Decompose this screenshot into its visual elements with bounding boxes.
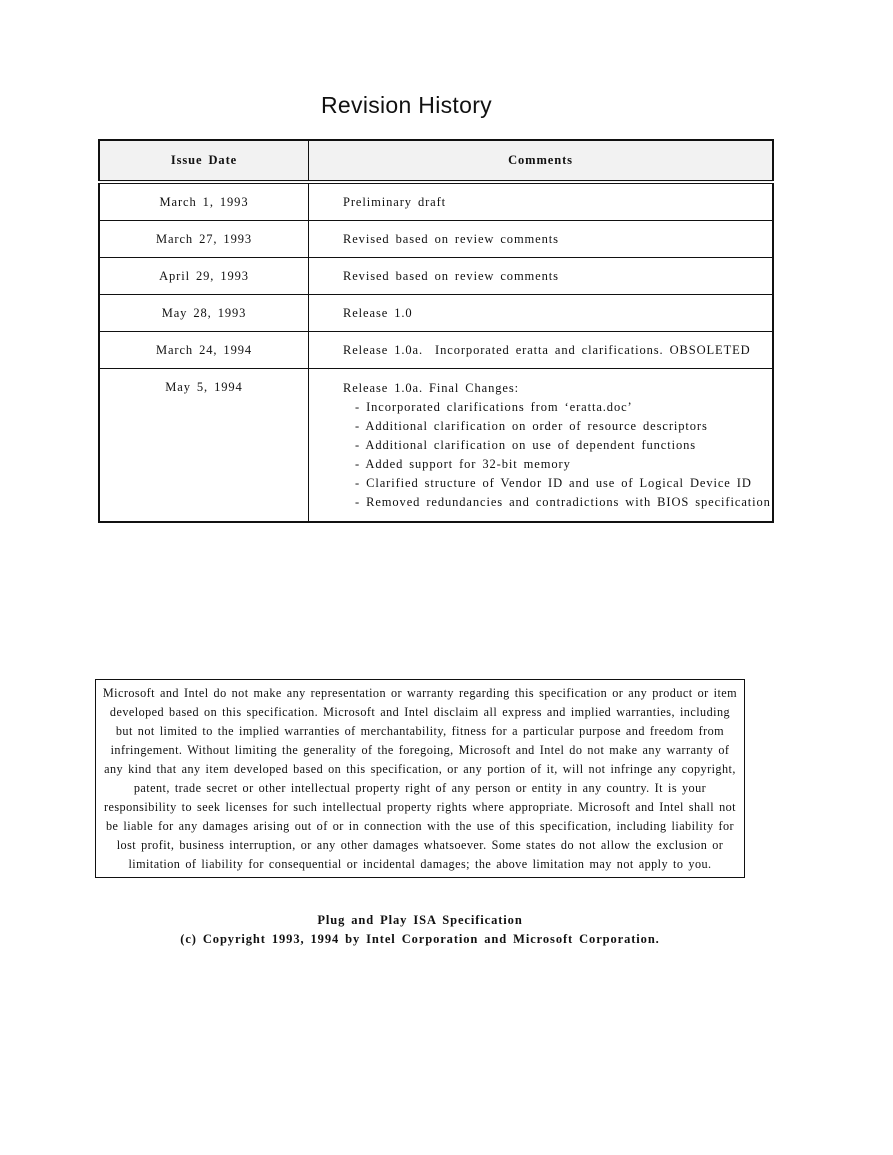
revision-history-table [98, 139, 774, 523]
issue-date-cell: May 28, 1993 [99, 295, 309, 332]
issue-date-cell: March 1, 1993 [99, 182, 309, 221]
legal-disclaimer: Microsoft and Intel do not make any representation or warranty regarding this specification or any product or item developed based on this specification. Microsoft and Intel disclaim all express and implied warranties, including but not limited to the implied warranties of merchantability, fitness for a particular purpose and freedom from infringement. Without limiting the generality of the foregoing, Microsoft and Intel do not make any warranty of any kind that any item developed based on this specification, or any portion of it, will not infringe any copyright, patent, trade secret or other intellectual property right of any person or entity in any country. It is your responsibility to seek licenses for such intellectual property rights where appropriate. Microsoft and Intel shall not be liable for any damages arising out of or in connection with the use of this specification, including liability for lost profit, business interruption, or any other damages whatsoever. Some states do not allow the exclusion or limitation of liability for consequential or incidental damages; the above limitation may not apply to you. [95, 679, 745, 878]
comment-cell: Release 1.0a. Incorporated eratta and clarifications. OBSOLETED [309, 332, 774, 369]
table-row [99, 332, 773, 369]
page-title: Revision History [321, 92, 492, 118]
comment-cell: Revised based on review comments [309, 258, 774, 295]
table-row [99, 258, 773, 295]
list-item: - Additional clarification on use of dependent functions [355, 438, 697, 452]
final-release-heading: Release 1.0a. Final Changes: [343, 381, 519, 395]
comments-header: Comments [309, 140, 774, 182]
issue-date-cell: May 5, 1994 [99, 369, 309, 523]
table-row [99, 295, 773, 332]
list-item: - Removed redundancies and contradictions with BIOS specification [355, 495, 771, 509]
comment-cell: Preliminary draft [309, 182, 774, 221]
issue-date-cell: March 27, 1993 [99, 221, 309, 258]
table-row [99, 182, 773, 221]
comment-cell [309, 369, 774, 523]
list-item: - Incorporated clarifications from ‘eratta.doc’ [355, 400, 633, 414]
table-row [99, 221, 773, 258]
list-item: - Additional clarification on order of resource descriptors [355, 419, 708, 433]
table-row [99, 369, 773, 523]
list-item: - Added support for 32-bit memory [355, 457, 571, 471]
table-header-row [99, 140, 773, 182]
footer [0, 911, 840, 948]
comment-cell: Revised based on review comments [309, 221, 774, 258]
comment-cell: Release 1.0 [309, 295, 774, 332]
issue-date-header: Issue Date [99, 140, 309, 182]
spec-title: Plug and Play ISA Specification [317, 913, 523, 927]
changes-list [343, 398, 772, 512]
issue-date-cell: March 24, 1994 [99, 332, 309, 369]
copyright-notice: (c) Copyright 1993, 1994 by Intel Corporation and Microsoft Corporation. [180, 931, 660, 946]
issue-date-cell: April 29, 1993 [99, 258, 309, 295]
list-item: - Clarified structure of Vendor ID and use of Logical Device ID [355, 476, 752, 490]
